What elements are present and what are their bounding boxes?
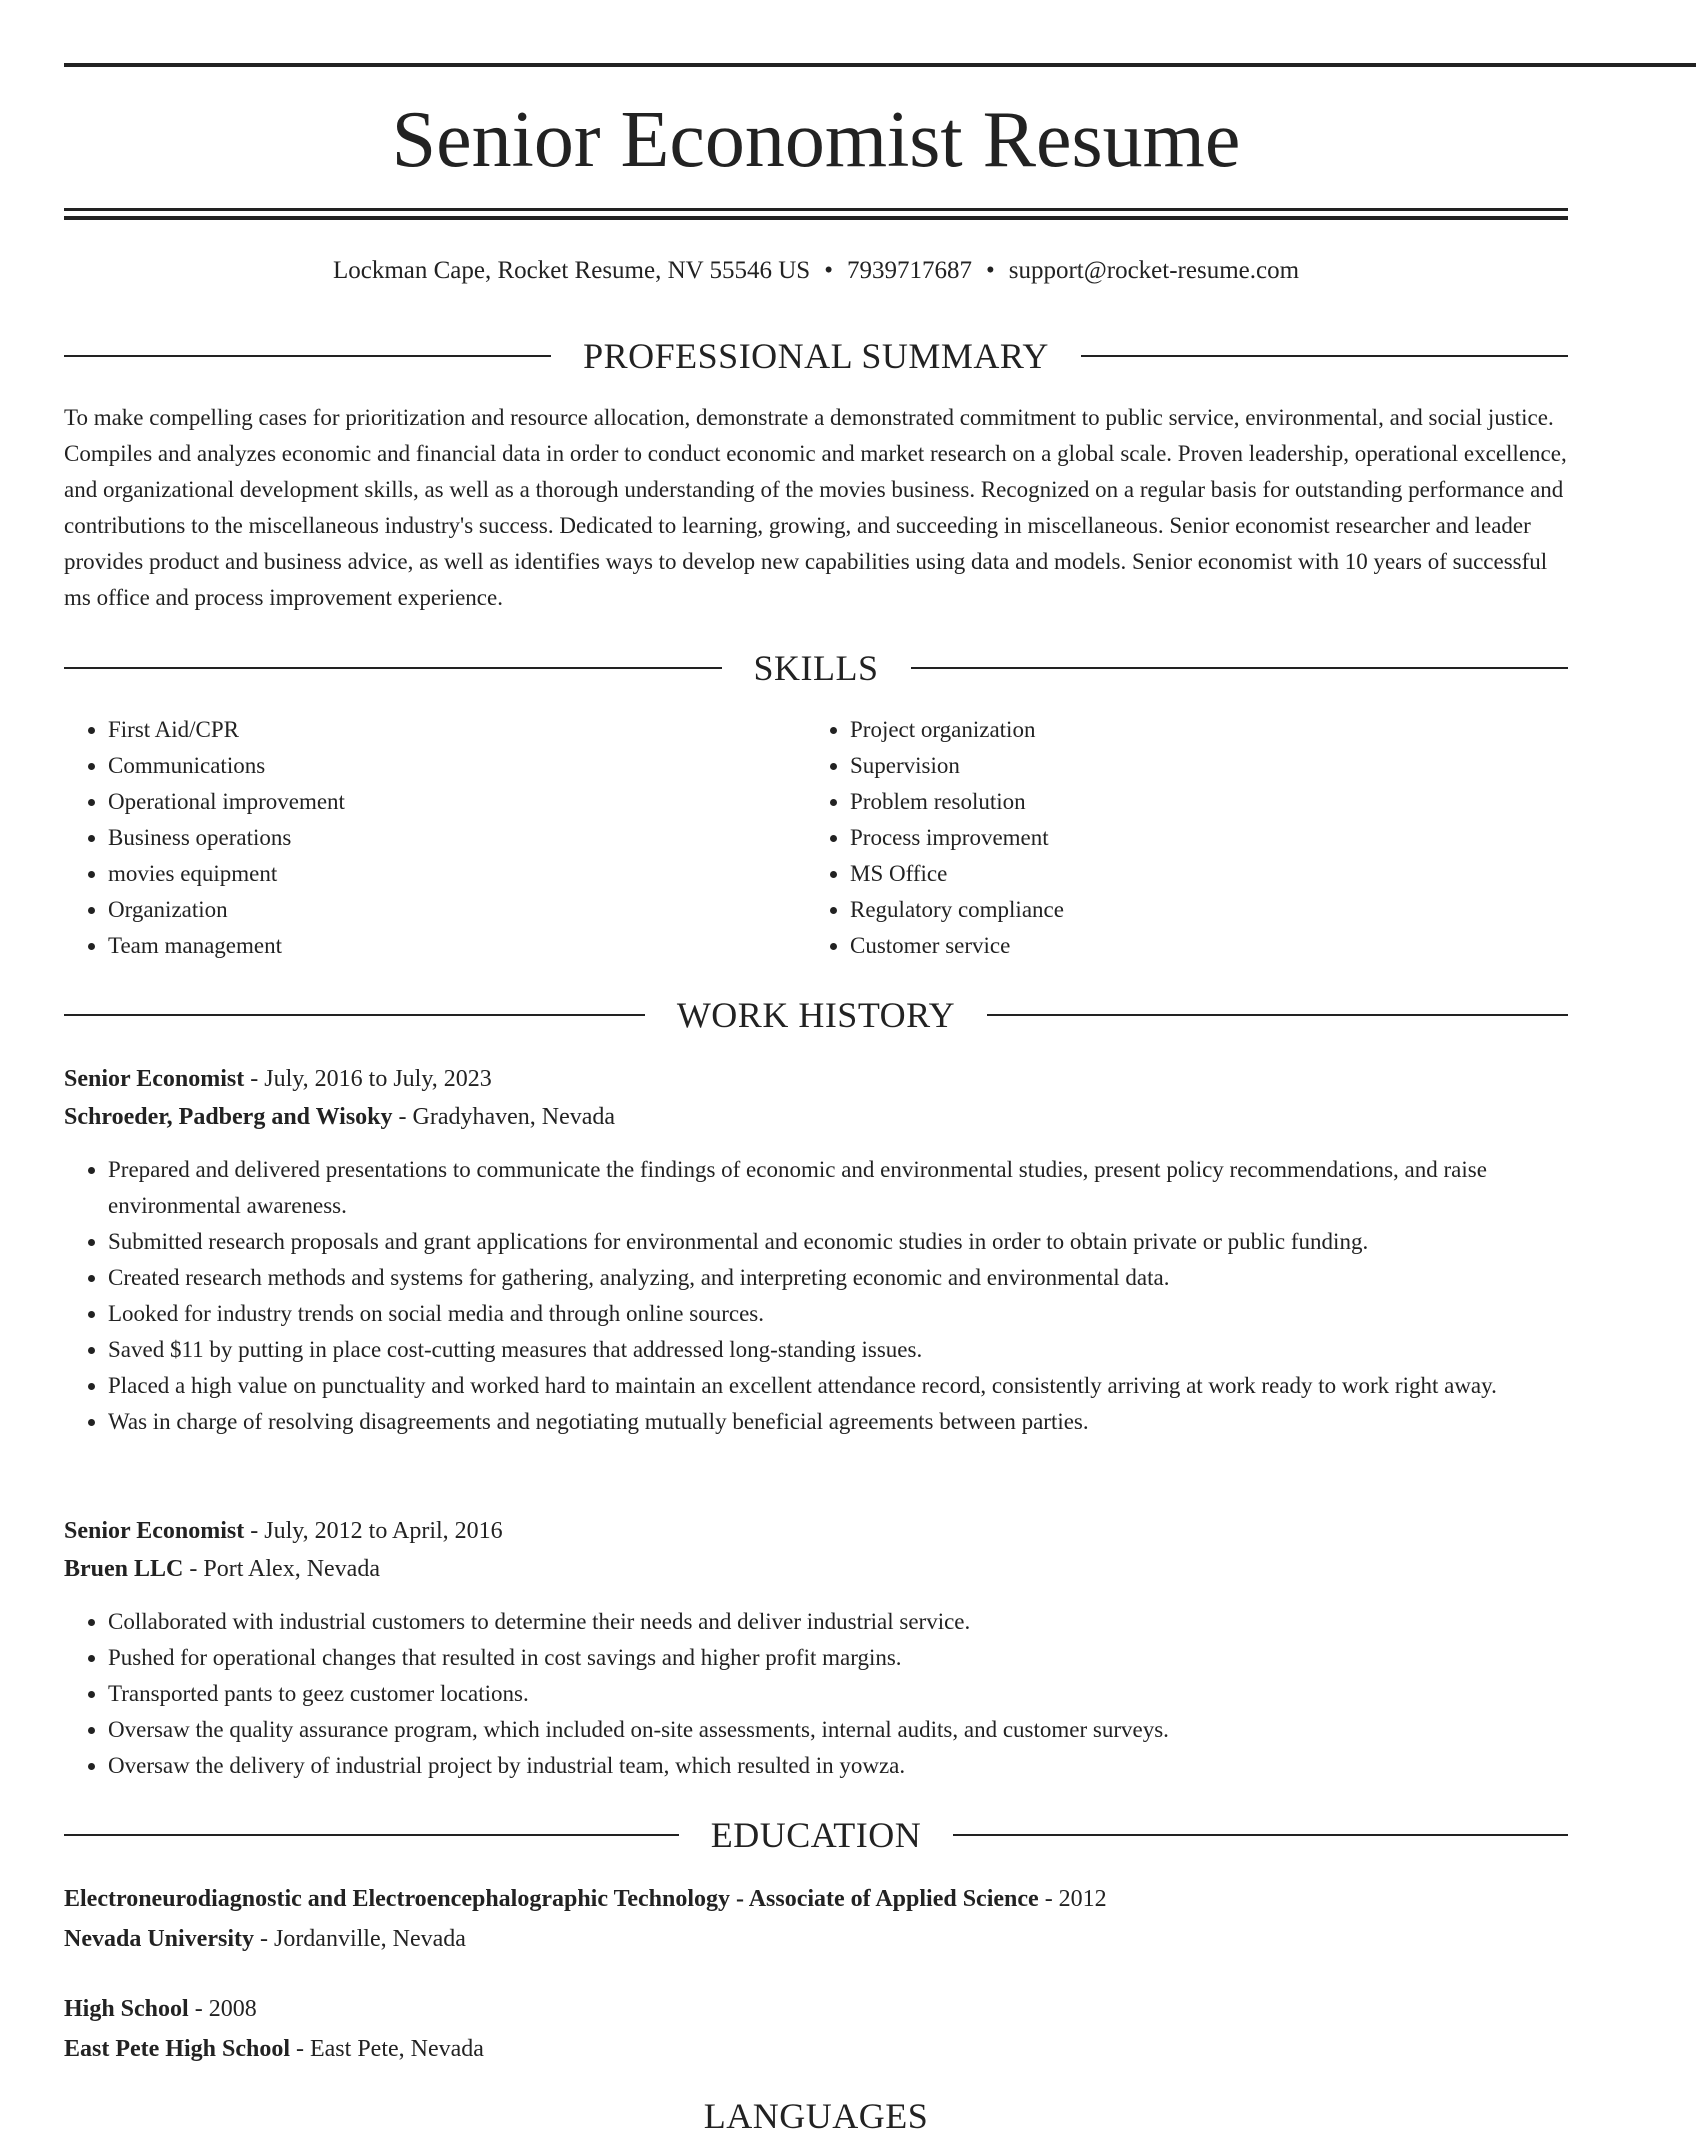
job-bullet: • Transported pants to geez customer locations. [108,1676,1568,1712]
contact-separator: • [824,257,833,284]
skill-item: • Project organization [850,712,1546,748]
heading-rule [64,1834,679,1836]
education-school-line [64,2030,1568,2068]
education-degree: High School [64,1996,189,2022]
education-school: Nevada University [64,1926,254,1952]
job-bullet: • Created research methods and systems for gathering, analyzing, and interpreting economic and environmental data. [108,1260,1568,1296]
skills-column-left [64,712,804,964]
skill-item: • Organization [108,892,804,928]
contact-separator: • [985,257,995,284]
section-heading-summary [64,334,1568,378]
skill-item: • Customer service [850,928,1546,964]
contact-email[interactable]: support@rocket-resume.com [1008,257,1300,284]
heading-rule [987,1014,1568,1016]
skill-item: • Problem resolution [850,784,1546,820]
job-bullet-list [64,1604,1568,1784]
job-company-line [64,1098,1568,1136]
job-bullets [64,1604,1568,1784]
education-degree-line [64,1990,1568,2028]
education-location: - East Pete, Nevada [290,2036,484,2062]
skill-item: • Regulatory compliance [850,892,1546,928]
job-title: Senior Economist [64,1066,245,1092]
job-bullet: • Looked for industry trends on social media and through online sources. [108,1296,1568,1332]
contact-address: Lockman Cape, Rocket Resume, NV 55546 US [332,257,811,284]
skill-item: • MS Office [850,856,1546,892]
section-title: LANGUAGES [703,2096,929,2136]
skill-item: • Process improvement [850,820,1546,856]
section-heading-skills [64,646,1568,690]
heading-rule [953,1834,1568,1836]
skill-item: • Supervision [850,748,1546,784]
job-bullet: • Saved $11 by putting in place cost-cutting measures that addressed long-standing issues. [108,1332,1568,1368]
job-location: - Port Alex, Nevada [183,1556,380,1582]
contact-line [64,253,1568,289]
job-company-line [64,1550,1568,1588]
section-heading-languages [64,2094,1568,2138]
job-bullet: • Pushed for operational changes that resulted in cost savings and higher profit margins. [108,1640,1568,1676]
job-bullet-list [64,1152,1568,1440]
job-bullet: • Prepared and delivered presentations to communicate the findings of economic and environmental studies, present policy recommendations, and raise environmental awareness. [108,1152,1568,1224]
job-bullet: • Placed a high value on punctuality and worked hard to maintain an excellent attendance record, consistently arriving at work ready to work right away. [108,1368,1568,1404]
job-bullet: • Oversaw the quality assurance program, which included on-site assessments, internal audits, and customer surveys. [108,1712,1568,1748]
section-title: WORK HISTORY [676,995,956,1035]
skill-item: • Operational improvement [108,784,804,820]
job-bullets [64,1152,1568,1440]
title-double-rule [64,208,1568,220]
heading-rule [1081,355,1568,357]
section-heading-work [64,993,1568,1037]
job-bullet: • Was in charge of resolving disagreements and negotiating mutually beneficial agreements between parties. [108,1404,1568,1440]
job-bullet: • Collaborated with industrial customers to determine their needs and deliver industrial service. [108,1604,1568,1640]
skill-item: • First Aid/CPR [108,712,804,748]
section-title: PROFESSIONAL SUMMARY [583,336,1049,376]
summary-text: To make compelling cases for prioritization and resource allocation, demonstrate a demonstrated commitment to public service, environmental, and social justice. Compiles and analyzes economic and financial data in order to conduct economic and market research on a global scale. Proven leadership, operational excellence, and organizational development skills, as well as a thorough understanding of the movies business. Recognized on a regular basis for outstanding performance and contributions to the miscellaneous industry's success. Dedicated to learning, growing, and succeeding in miscellaneous. Senior economist researcher and leader provides product and business advice, as well as identifies ways to develop new capabilities using data and models. Senior economist with 10 years of successful ms office and process improvement experience. [64,405,1567,610]
section-title: SKILLS [753,648,879,688]
heading-rule [960,2115,1568,2117]
job-bullet: • Submitted research proposals and grant applications for environmental and economic studies in order to obtain private or public funding. [108,1224,1568,1260]
education-school: East Pete High School [64,2036,290,2062]
education-degree: Electroneurodiagnostic and Electroencephalographic Technology - Associate of Applied Science [64,1886,1039,1912]
heading-rule [64,667,722,669]
resume-title: Senior Economist Resume [391,96,1241,184]
skill-item: • Communications [108,748,804,784]
skill-item: • Business operations [108,820,804,856]
job-title-line [64,1512,1568,1550]
education-location: - Jordanville, Nevada [253,1926,466,1952]
job-bullet: • Oversaw the delivery of industrial project by industrial team, which resulted in yowza. [108,1748,1568,1784]
section-title: EDUCATION [710,1815,922,1855]
job-title: Senior Economist [64,1518,245,1544]
job-dates: - July, 2012 to April, 2016 [244,1518,503,1544]
job-company: Schroeder, Padberg and Wisoky [64,1104,393,1130]
heading-rule [64,2115,672,2117]
section-heading-education [64,1813,1568,1857]
education-year: - 2008 [188,1996,257,2022]
job-company: Bruen LLC [64,1556,184,1582]
contact-phone: 7939717687 [846,257,972,284]
education-year: - 2012 [1038,1886,1107,1912]
job-dates: - July, 2016 to July, 2023 [244,1066,492,1092]
job-title-line [64,1060,1568,1098]
skill-item: • Team management [108,928,804,964]
top-rule [64,63,1696,67]
heading-rule [911,667,1569,669]
heading-rule [64,1014,645,1016]
education-degree-line [64,1880,1568,1918]
heading-rule [64,355,551,357]
skills-list [806,712,1546,964]
skills-list [64,712,804,964]
job-location: - Gradyhaven, Nevada [392,1104,616,1130]
education-school-line [64,1920,1568,1958]
skill-item: • movies equipment [108,856,804,892]
skills-column-right [806,712,1546,964]
